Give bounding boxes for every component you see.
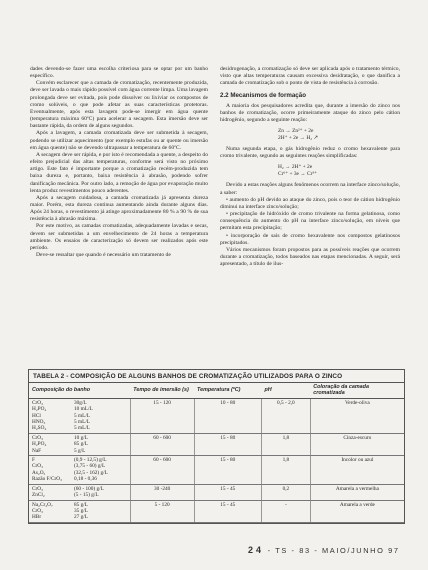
table-row bbox=[29, 456, 404, 485]
right-column bbox=[220, 66, 400, 268]
equation: H₂ → 2H⁺ + 2e bbox=[278, 164, 313, 171]
immersion-time-cell: 60 - 600 bbox=[130, 456, 194, 485]
temperature-cell: 15 - 80 bbox=[194, 456, 262, 485]
paragraph: Após a lavagem, a camada cromatizada deve ser submetida à secagem, podendo se utilizar aquecimento (por exemplo estufas ou ar quente ou imersão em água quente) não se devendo ultrapassar a temperatura de 60ºC. bbox=[30, 130, 208, 151]
component-name: HBr bbox=[32, 514, 42, 521]
table-header-row bbox=[29, 383, 404, 399]
issue-info: - TS - 83 - MAIO/JUNHO 97 bbox=[267, 546, 400, 555]
component-line bbox=[32, 425, 127, 431]
paragraph: Por este motivo, as camadas cromatizadas, adequadamente lavadas e secas, devem ser submetidas a um envelhecimento de 24 horas a temperatura ambiente. Os ensaios de caracterização só devem ser realizados após este período. bbox=[30, 223, 208, 251]
layer-color-cell: Amarela a verde bbox=[310, 500, 404, 522]
paragraph: Vários mecanismos foram propostos para as possíveis reações que ocorrem durante a cromatização, todos baseados nas etapas mencionadas. A seguir, será apresentado, a título de ilus- bbox=[220, 246, 400, 268]
paragraph: Devido a estas reações alguns fenômenos ocorrem na interface zinco/solução, a saber: bbox=[220, 182, 400, 196]
bullet-item: • precipitação de hidróxido de cromo trivalente na forma gelatinosa, como consequência do aumento do pH na interface zinco/solução, em níveis que permitam esta precipitação; bbox=[220, 211, 400, 232]
bath-composition-cell bbox=[29, 484, 130, 500]
ph-cell: 0,5 - 2,0 bbox=[262, 398, 311, 433]
component-amount: (60 - 100) g/L bbox=[74, 485, 104, 492]
bath-composition-cell bbox=[29, 398, 130, 433]
equation: Cr⁶⁺ + 3e → Cr³⁺ bbox=[278, 171, 317, 178]
paragraph: Convém esclarecer que a camada de cromatização, recentemente produzida, deve ser lavada o mais rápido possível com água corrente limpa. Uma lavagem prolongada deve ser evitada, pois pode dissolver ou lixiviar os compostos de cromo solúveis, o que pode afetar as suas características protetoras. Eventualmente, após esta lavagem pode-se imergir em água quente (temperatura máxima 60ºC) para acelerar a secagem. Esta imersão deve ser bastante rápida, da ordem de alguns segundos. bbox=[30, 80, 208, 130]
layer-color-cell: Verde-oliva bbox=[310, 398, 404, 433]
immersion-time-cell: 5 - 120 bbox=[130, 500, 194, 522]
component-name: NaF bbox=[32, 447, 42, 454]
reaction-equations-2 bbox=[278, 164, 400, 178]
column-header: pH bbox=[262, 383, 311, 399]
page-number: 24 bbox=[248, 545, 265, 555]
component-name: CrO₃ bbox=[32, 463, 43, 470]
paragraph: desidrogenação, a cromatização só deve ser aplicada após o tratamento térmico, visto que altas temperaturas causam excessiva desidratação, o que danifica a camada de cromatização sob o ponto de vista de resistência à corrosão. bbox=[220, 66, 400, 87]
table-row bbox=[29, 484, 404, 500]
page-footer bbox=[248, 545, 400, 555]
component-amount: 10 g/L bbox=[74, 434, 88, 441]
component-amount: 10 mL/L bbox=[74, 406, 93, 413]
equation: Zn → Zn²⁺ + 2e bbox=[278, 128, 314, 135]
component-amount: 5 mL/L bbox=[74, 425, 91, 432]
component-name: HCl bbox=[32, 412, 41, 419]
component-amount: (5 - 15) g/L bbox=[74, 492, 99, 499]
component-name: ZnCl₂ bbox=[32, 492, 45, 499]
column-header: Coloração da camada cromatizada bbox=[310, 383, 404, 399]
ph-cell: - bbox=[262, 500, 311, 522]
paragraph: dades devendo-se fazer uma escolha criteriosa para se optar por um banho específico. bbox=[30, 66, 208, 80]
immersion-time-cell: 15 - 120 bbox=[130, 398, 194, 433]
left-column bbox=[30, 66, 208, 259]
component-name: Razão F/CrO₃ bbox=[32, 476, 62, 483]
component-name: CrO₃ bbox=[32, 399, 43, 406]
table-grid bbox=[29, 382, 404, 523]
component-amount: 35 g/L bbox=[74, 507, 88, 514]
temperature-cell: 15 - 45 bbox=[194, 484, 262, 500]
ph-cell: 1,8 bbox=[262, 433, 311, 455]
component-name: As₂O₅ bbox=[32, 469, 46, 476]
component-amount: (0,9 - 12,5) g/L bbox=[74, 457, 107, 464]
component-name: H₂PO₄ bbox=[32, 441, 47, 448]
component-amount: (32,5 - 162) g/L bbox=[74, 469, 108, 476]
temperature-cell: 10 - 80 bbox=[194, 398, 262, 433]
immersion-time-cell: 30 -240 bbox=[130, 484, 194, 500]
layer-color-cell: Cinza-escuro bbox=[310, 433, 404, 455]
bath-composition-cell bbox=[29, 500, 130, 522]
table-row bbox=[29, 398, 404, 433]
bullet-item: • incorporação de sais de cromo hexavalente nos compostos gelatinosos precipitados. bbox=[220, 232, 400, 246]
component-name: Na₂Cr₂O₇ bbox=[32, 501, 53, 508]
component-amount: 5 mL/L bbox=[74, 412, 91, 419]
component-amount: 5 mL/L bbox=[74, 419, 91, 426]
layer-color-cell: Amarela a vermelha bbox=[310, 484, 404, 500]
component-amount: 5 g/L bbox=[74, 447, 86, 454]
column-header: Tempo de imersão (s) bbox=[130, 383, 194, 399]
component-line bbox=[32, 476, 127, 482]
component-amount: 0,18 - 0,36 bbox=[74, 476, 97, 483]
equation: 2H⁺ + 2e → H₂ ↗ bbox=[278, 135, 318, 142]
component-name: F bbox=[32, 457, 35, 464]
component-line bbox=[32, 514, 127, 520]
ph-cell: 0,2 bbox=[262, 484, 311, 500]
bath-composition-cell bbox=[29, 456, 130, 485]
bullet-item: • aumento do pH devido ao ataque do zinco, pois o teor de cátion hidrogênio diminui na interface zinco/solução; bbox=[220, 196, 400, 210]
temperature-cell: 15 - 45 bbox=[194, 500, 262, 522]
component-amount: 85 g/L bbox=[74, 441, 88, 448]
paragraph: A maioria dos pesquisadores acredita que, durante a imersão do zinco nos banhos de cromatização, ocorre primeiramente ataque do zinco pelo cátion hidrogênio, segundo a seguinte reação: bbox=[220, 102, 400, 123]
component-name: HNO₃ bbox=[32, 419, 46, 426]
component-amount: (3,75 - 60) g/L bbox=[74, 463, 106, 470]
paragraph: A secagem deve ser rápida, e por isto é recomendada a quente, a despeito do efeito prejudicial das altas temperaturas, conforme será visto no próximo artigo. Este fato é importante porque a cromatização recém-produzida tem baixa dureza e, portanto, baixa resistência à abrasão, podendo sofrer danificação mecânica. Por outro lado, a remoção de água por evaporação muito lenta produz revestimentos pouco aderentes. bbox=[30, 151, 208, 194]
component-amount: 27 g/L bbox=[74, 514, 88, 521]
table-title: TABELA 2 - COMPOSIÇÃO DE ALGUNS BANHOS DE CROMATIZAÇÃO UTILIZADOS PARA O ZINCO bbox=[33, 373, 343, 380]
layer-color-cell: Incolor ou azul bbox=[310, 456, 404, 485]
paragraph: Deve-se ressaltar que quando é necessário um tratamento de bbox=[36, 252, 171, 259]
component-line bbox=[32, 492, 127, 498]
component-name: H₂SO₄ bbox=[32, 425, 47, 432]
table-body bbox=[29, 398, 404, 522]
table-row bbox=[29, 500, 404, 522]
paragraph: Após a secagem cuidadosa, a camada cromatizada já apresenta dureza maior. Porém, esta dureza continua aumentando ainda durante alguns dias. Após 24 horas, o revestimento já atinge aproximadamente 80 % a 90 % de sua resistência à abrasão máxima. bbox=[30, 194, 208, 223]
temperature-cell: 15 - 80 bbox=[194, 433, 262, 455]
component-name: CrO₃ bbox=[32, 507, 43, 514]
component-amount: 85 g/L bbox=[74, 501, 88, 508]
section-heading: 2.2 Mecanismos de formação bbox=[220, 92, 306, 100]
ph-cell: 1,8 bbox=[262, 456, 311, 485]
component-name: CrO₃ bbox=[32, 434, 43, 441]
paragraph: Numa segunda etapa, o gás hidrogênio reduz o cromo hexavalente para cromo trivalente, segundo as seguintes reações simplificadas: bbox=[220, 146, 400, 160]
composition-table bbox=[28, 369, 405, 524]
column-header: Temperatura (ºC) bbox=[194, 383, 262, 399]
component-name: CrO₃ bbox=[32, 485, 43, 492]
component-line bbox=[32, 448, 127, 454]
component-name: H₂PO₄ bbox=[32, 406, 47, 413]
component-amount: 30g/L bbox=[74, 399, 87, 406]
immersion-time-cell: 60 - 600 bbox=[130, 433, 194, 455]
column-header: Composição do banho bbox=[29, 383, 130, 399]
bath-composition-cell bbox=[29, 433, 130, 455]
table-row bbox=[29, 433, 404, 455]
reaction-equations-1 bbox=[278, 128, 400, 142]
